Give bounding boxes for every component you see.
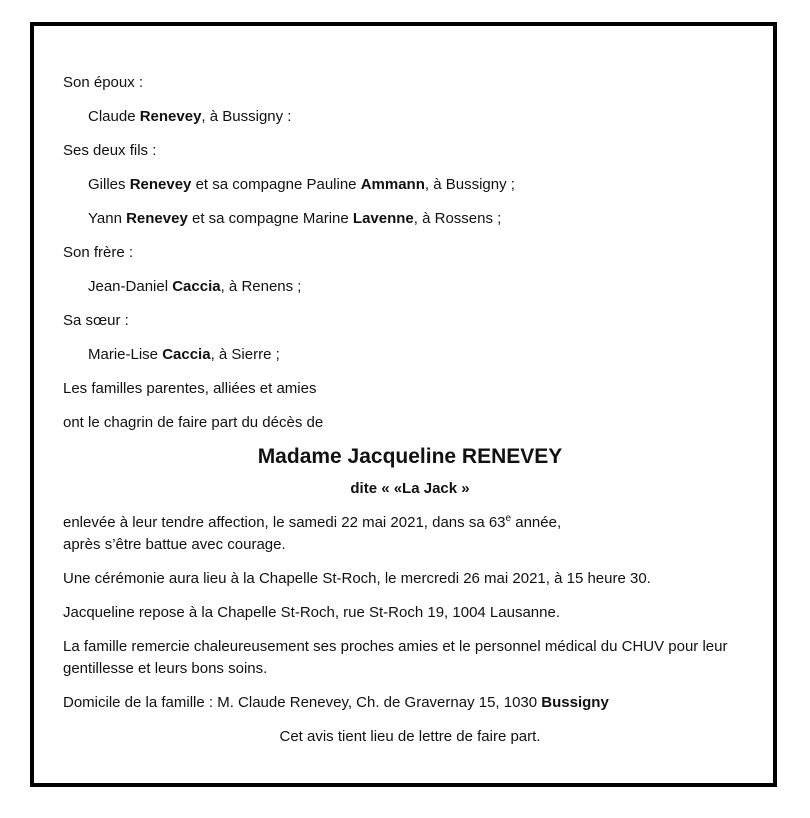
relation-brother-name: Jean-Daniel Caccia, à Renens ; bbox=[88, 278, 302, 295]
family-address: Domicile de la famille : M. Claude Renevey, Ch. de Gravernay 15, 1030 Bussigny bbox=[63, 694, 609, 711]
repose-info: Jacqueline repose à la Chapelle St-Roch, rue St-Roch 19, 1004 Lausanne. bbox=[63, 604, 560, 621]
families-line: Les familles parentes, alliées et amies bbox=[63, 380, 317, 397]
death-notice-document bbox=[30, 22, 777, 787]
relation-son-yann: Yann Renevey et sa compagne Marine Lavenne, à Rossens ; bbox=[88, 210, 502, 227]
relation-sons-label: Ses deux fils : bbox=[63, 142, 157, 159]
relation-sister-name: Marie-Lise Caccia, à Sierre ; bbox=[88, 346, 280, 363]
deceased-name-title: Madame Jacqueline RENEVEY bbox=[257, 445, 563, 468]
relation-son-gilles: Gilles Renevey et sa compagne Pauline Ammann, à Bussigny ; bbox=[88, 176, 515, 193]
relation-husband-name: Claude Renevey, à Bussigny : bbox=[88, 108, 292, 125]
death-details: enlevée à leur tendre affection, le samedi 22 mai 2021, dans sa 63e année, après s’être battue avec courage. bbox=[63, 513, 562, 553]
closing-line: Cet avis tient lieu de lettre de faire part. bbox=[279, 728, 541, 745]
relation-brother-label: Son frère : bbox=[63, 244, 134, 261]
thanks-line: La famille remercie chaleureusement ses proches amies et le personnel médical du CHUV pour leur gentillesse et leurs bons soins. bbox=[63, 638, 728, 677]
ceremony-info: Une cérémonie aura lieu à la Chapelle St-Roch, le mercredi 26 mai 2021, à 15 heure 30. bbox=[63, 570, 651, 587]
deceased-nickname: dite « «La Jack » bbox=[350, 480, 470, 497]
relation-sister-label: Sa sœur : bbox=[63, 312, 129, 329]
announcement-line: ont le chagrin de faire part du décès de bbox=[63, 414, 324, 431]
relation-husband-label: Son époux : bbox=[63, 74, 144, 91]
